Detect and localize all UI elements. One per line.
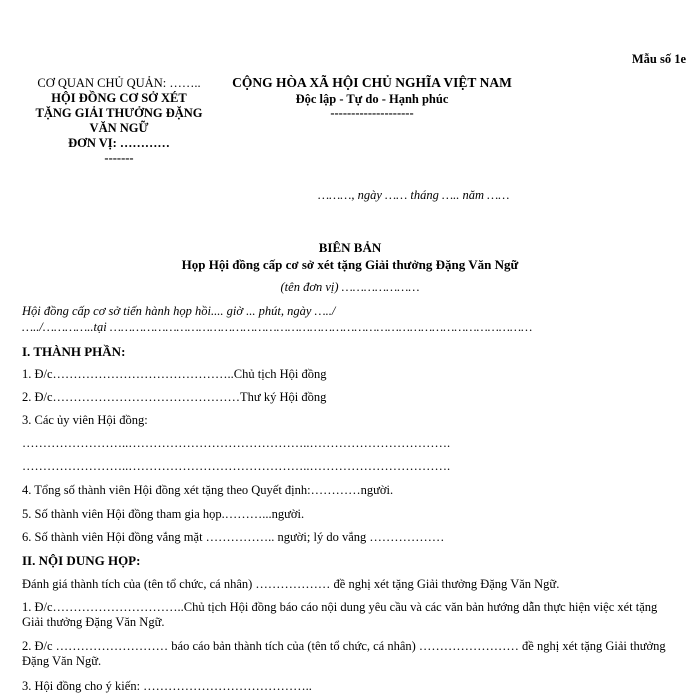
document-subtitle: Họp Hội đồng cấp cơ sở xét tặng Giải thưởng Đặng Văn Ngữ: [181, 257, 519, 272]
attending-members: 5. Số thành viên Hội đồng tham gia họp.………...người.: [22, 507, 305, 521]
chair-report-paragraph: 1. Đ/c…………………………..Chủ tịch Hội đồng báo cáo nội dung yêu cầu và các văn bản hướng dẫn thực hiện việc xét tặng Giải thưởng Đặng Văn Ngữ.: [22, 600, 658, 629]
left-header: [14, 76, 224, 166]
total-members: 4. Tổng số thành viên Hội đồng xét tặng theo Quyết định:…………người.: [22, 483, 394, 497]
council-opinion: 3. Hội đồng cho ý kiến: …………………………………..: [22, 679, 312, 693]
section-1-heading: I. THÀNH PHẦN:: [22, 344, 126, 359]
agency-line: CƠ QUAN CHỦ QUẢN: ……..: [37, 76, 201, 90]
unit-name-line: (tên đơn vị) …………………: [280, 280, 420, 294]
member-chair: 1. Đ/c……………………………………..Chủ tịch Hội đồng: [22, 367, 327, 381]
section-2-heading: II. NỘI DUNG HỌP:: [22, 553, 141, 568]
council-line-1: HỘI ĐỒNG CƠ SỞ XÉT: [51, 91, 187, 105]
evaluation-paragraph: Đánh giá thành tích của (tên tổ chức, cá nhân) ……………… đề nghị xét tặng Giải thưởng Đặng Văn Ngữ.: [22, 577, 560, 591]
unit-line: ĐƠN VỊ: …………: [68, 136, 170, 150]
form-number: Mẫu số 1e: [631, 52, 686, 66]
intro-line-1: Hội đồng cấp cơ sở tiến hành họp hồi.... giờ ... phút, ngày …../: [22, 304, 336, 318]
absent-members: 6. Số thành viên Hội đồng vắng mặt …………….. người; lý do vắng ………………: [22, 530, 445, 544]
members-blank-1: ……………………..……………………………………..…………………………….: [22, 436, 451, 450]
member-secretary: 2. Đ/c………………………………………Thư ký Hội đồng: [22, 390, 327, 404]
right-header: [222, 75, 522, 119]
national-title: CỘNG HÒA XÃ HỘI CHỦ NGHĨA VIỆT NAM: [232, 75, 512, 90]
right-header-divider: --------------------: [330, 106, 414, 120]
members-blank-2: ……………………..……………………………………..…………………………….: [22, 459, 451, 473]
document-title: BIÊN BẢN: [318, 240, 382, 255]
achievement-report-paragraph: 2. Đ/c ……………………… báo cáo bản thành tích của (tên tổ chức, cá nhân) …………………… đề nghị xét tặng Giải thưởng Đặng Văn Ngữ.: [22, 639, 666, 668]
date-line: ………, ngày …… tháng ….. năm ……: [318, 188, 510, 202]
national-motto: Độc lập - Tự do - Hạnh phúc: [295, 92, 449, 106]
intro-line-2: …../…………..tại ……………………………………………………………………………………………………: [22, 320, 533, 334]
council-line-2: TẶNG GIẢI THƯỞNG ĐẶNG: [35, 106, 203, 120]
left-header-divider: -------: [104, 151, 134, 165]
members-heading: 3. Các ủy viên Hội đồng:: [22, 413, 148, 427]
council-line-3: VĂN NGỮ: [89, 121, 149, 135]
